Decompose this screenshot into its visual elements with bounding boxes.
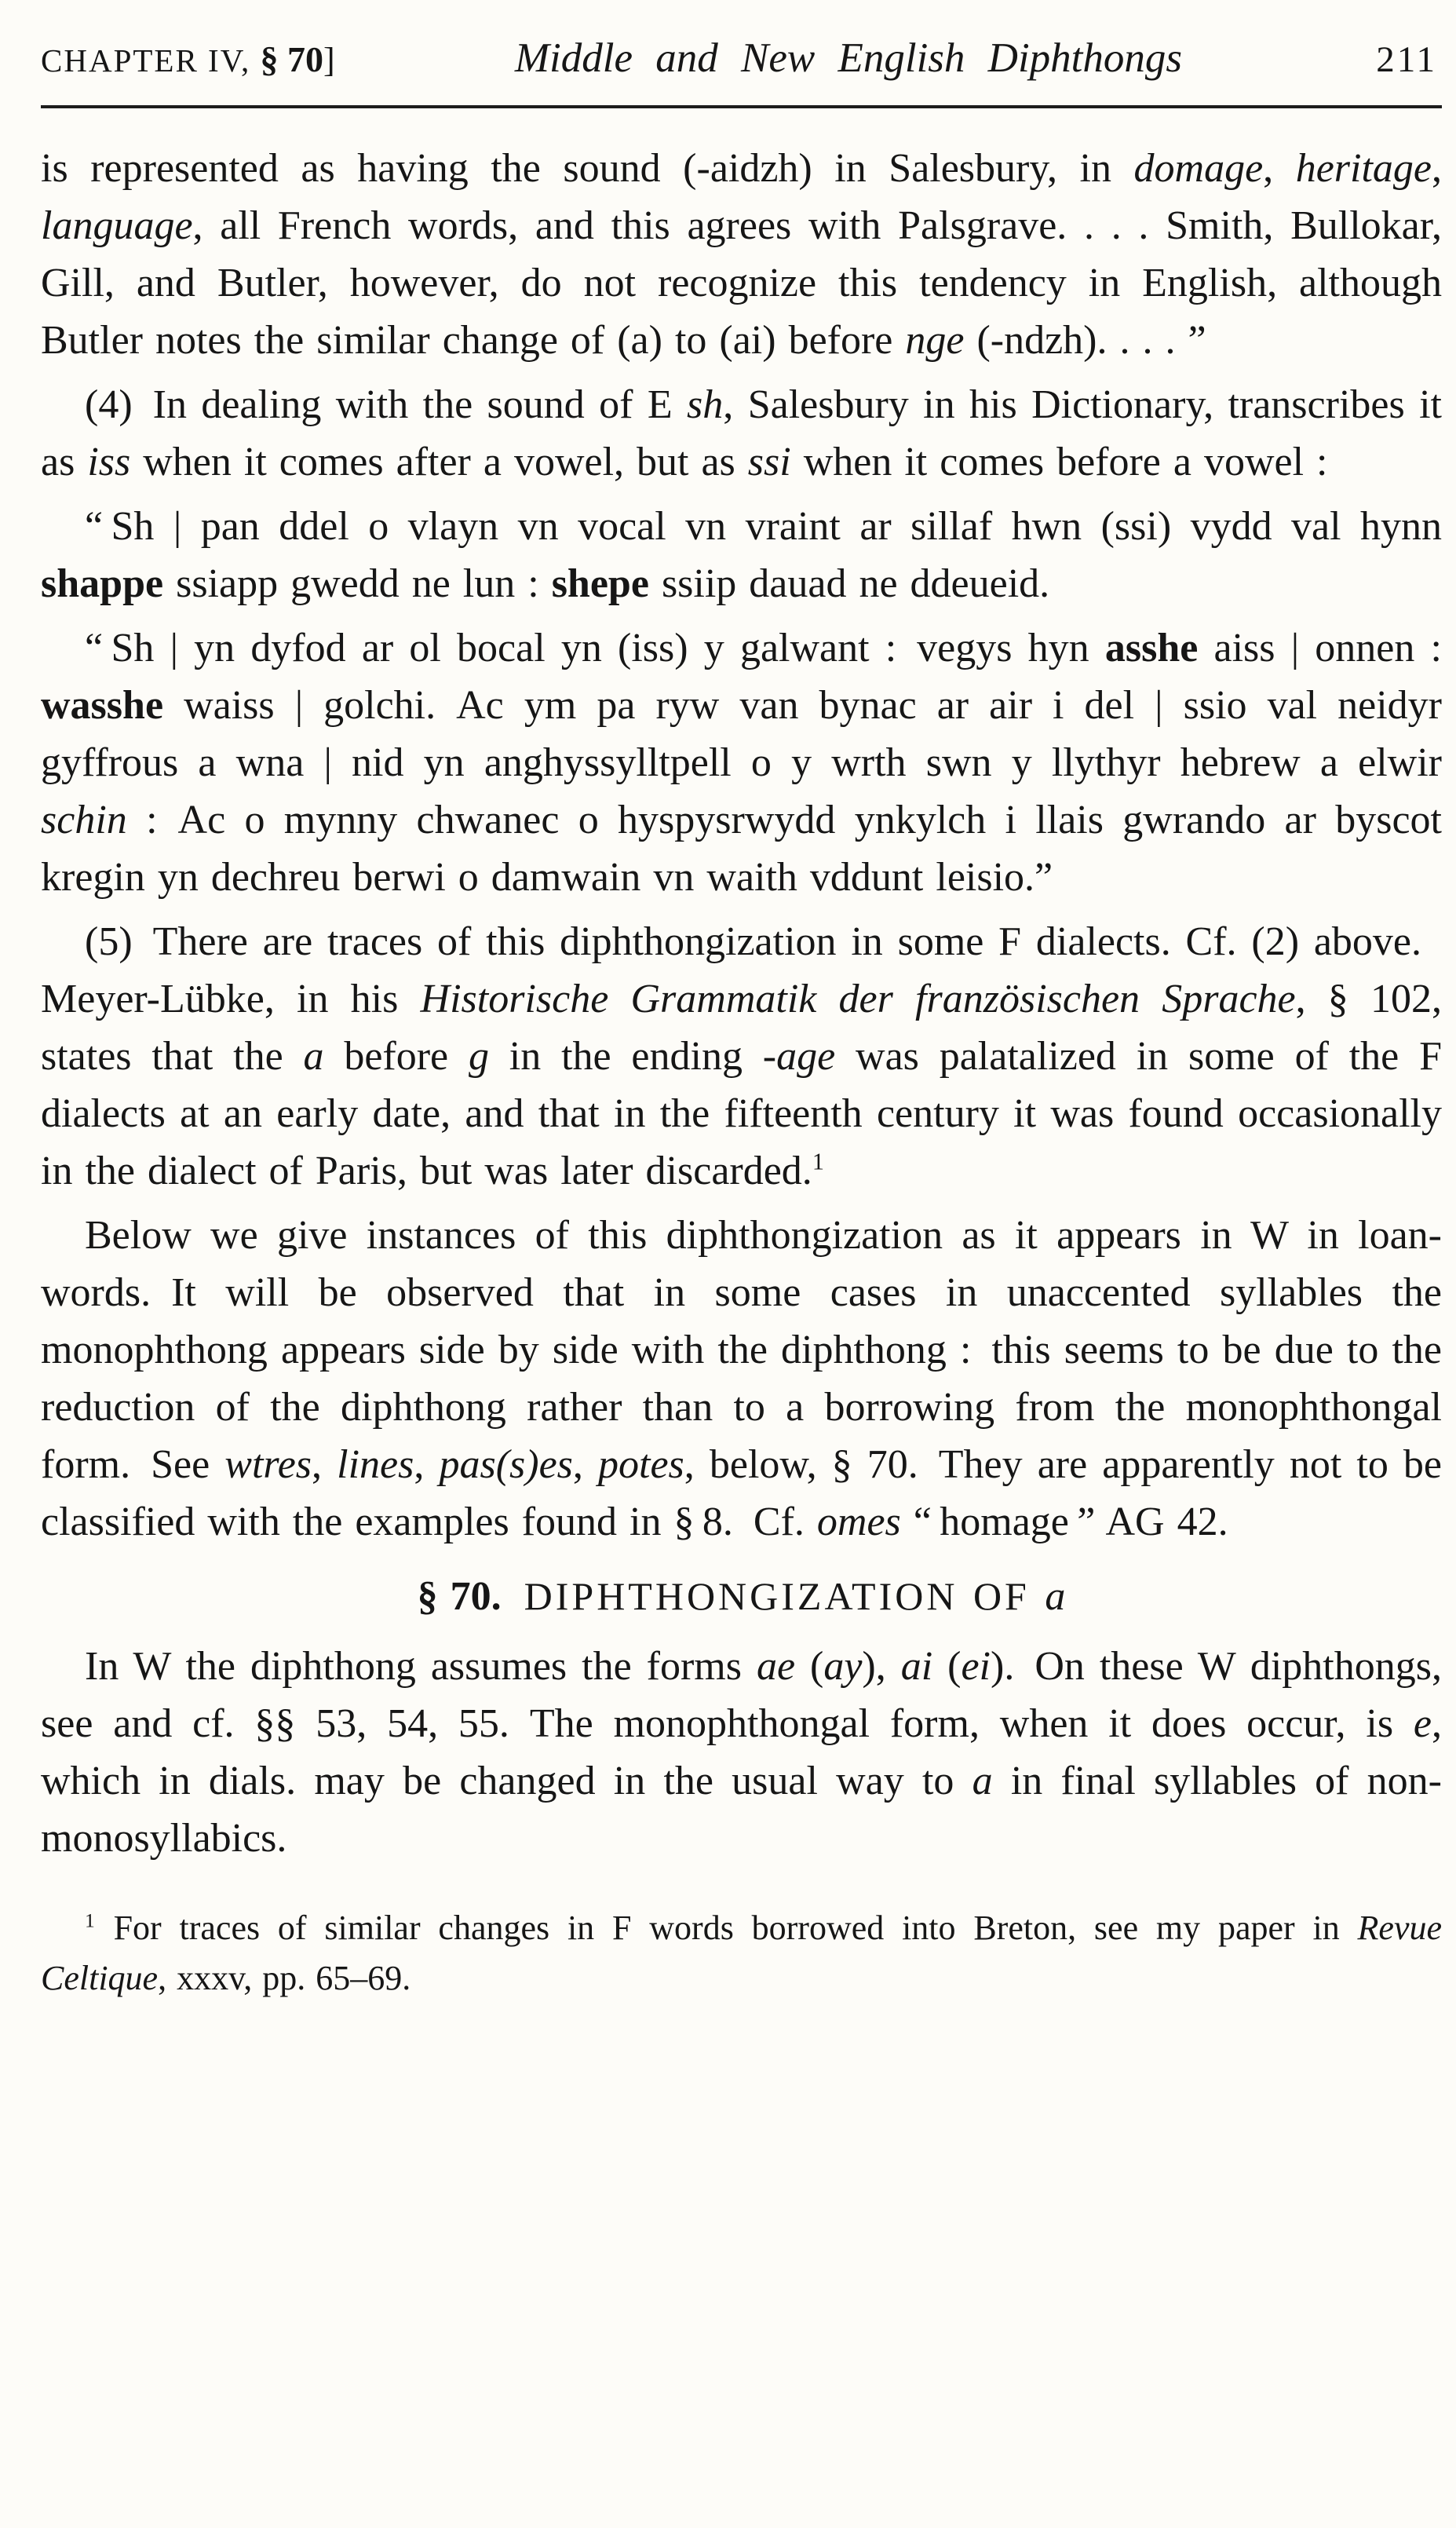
text-segment: lines xyxy=(337,1442,414,1487)
text-segment: language xyxy=(41,203,193,248)
text-segment: nge xyxy=(905,318,965,363)
text-segment: “ homage ” AG 42. xyxy=(900,1500,1228,1544)
text-segment: § 70. xyxy=(417,1574,502,1619)
text-segment: : Ac o mynny chwanec o hyspysrwydd ynkylch i llais gwrando ar byscot kregin yn dechreu berwi o damwain vn waith vddunt leisio.” xyxy=(41,798,1442,900)
paragraph-continuation xyxy=(41,140,1442,369)
text-segment: a xyxy=(303,1034,324,1079)
closing-bracket: ] xyxy=(323,41,337,79)
text-segment: ai xyxy=(900,1644,933,1689)
paragraph-item-4 xyxy=(41,376,1442,491)
text-segment: when it comes after a vowel, but as xyxy=(130,440,748,484)
paragraph-section-70 xyxy=(41,1638,1442,1867)
header-chapter-ref xyxy=(41,38,337,80)
text-segment: ( xyxy=(932,1644,962,1689)
text-segment: ), xyxy=(862,1644,901,1689)
text-segment: ssi xyxy=(747,440,791,484)
text-segment: In W the diphthong assumes the forms xyxy=(85,1644,757,1689)
text-segment: Revue Celtique xyxy=(41,1909,1442,1997)
footnote-reference: 1 xyxy=(812,1148,825,1175)
text-segment: , xyxy=(572,1442,598,1487)
text-segment: “ Sh | yn dyfod ar ol bocal yn (iss) y galwant : vegys hyn xyxy=(85,626,1105,670)
text-segment: , below, § 70. They are apparently not to be classified with the examples found in § 8. Cf. xyxy=(41,1442,1443,1544)
text-segment: potes xyxy=(598,1442,684,1487)
page-title: Middle and New English Diphthongs xyxy=(514,35,1183,81)
text-segment: , xyxy=(414,1442,440,1487)
text-segment: DIPHTHONGIZATION OF xyxy=(501,1574,1045,1618)
text-segment: wtres xyxy=(224,1442,312,1487)
text-segment: in final syllables of non-monosyllabics. xyxy=(41,1759,1442,1861)
text-segment: when it comes before a vowel : xyxy=(790,440,1328,484)
text-segment: asshe xyxy=(1104,626,1199,670)
text-segment: e xyxy=(1413,1701,1432,1746)
text-segment: waiss | golchi. Ac ym pa ryw van bynac ar air i del | ssio val neidyr gyffrous a wna | nid yn anghyssylltpell o y wrth swn y llythyr hebrew a elwir xyxy=(41,683,1442,785)
footnote-reference: 1 xyxy=(85,1909,96,1932)
text-segment: was palatalized in some of the F dialects at an early date, and that in the fifteenth century it was found occasionally in the dialect of Paris, but was later discarded. xyxy=(41,1034,1442,1193)
text-segment: -age xyxy=(762,1034,836,1079)
paragraph-below-instances xyxy=(41,1207,1442,1551)
section-heading xyxy=(41,1568,1442,1625)
text-segment: shappe xyxy=(41,561,164,606)
text-segment: “ Sh | pan ddel o vlayn vn vocal vn vraint ar sillaf hwn (ssi) vydd val hynn xyxy=(85,504,1442,549)
text-segment: sh xyxy=(687,382,724,427)
text-segment: schin xyxy=(41,798,127,842)
text-segment: , xxxv, pp. 65–69. xyxy=(158,1959,411,1997)
text-segment: omes xyxy=(816,1500,901,1544)
text-segment: before xyxy=(323,1034,469,1079)
header-rule xyxy=(41,105,1442,108)
text-segment: (4) In dealing with the sound of E xyxy=(85,382,688,427)
page-number: 211 xyxy=(1376,39,1437,80)
footnote-area xyxy=(41,1903,1442,2004)
text-segment: pas(s)es xyxy=(439,1442,573,1487)
text-segment: iss xyxy=(87,440,131,484)
text-segment: , xyxy=(1263,146,1296,191)
text-segment: ay xyxy=(823,1644,863,1689)
text-segment: ei xyxy=(961,1644,991,1689)
text-segment: , xyxy=(312,1442,338,1487)
text-segment: For traces of similar changes in F words borrowed into Breton, see my paper in xyxy=(95,1909,1358,1947)
text-segment: domage xyxy=(1133,146,1264,191)
text-segment: Below we give instances of this diphthongization as it appears in W in loan-words. It will be observed that in some cases in unaccented syllables the monophthong appears side by side with the diphthong : this seems to be due to the reduction of the diphthong rather than to a borrowing from the monophthongal form. See xyxy=(41,1213,1442,1487)
paragraph-item-5 xyxy=(41,913,1442,1200)
text-segment: ). On these W diphthongs, see and cf. §§ 53, 54, 55. The monophthongal form, when it does occur, is xyxy=(41,1644,1442,1746)
text-segment: , all French words, and this agrees with Palsgrave. . . . Smith, Bullokar, Gill, and Butler, however, do not recognize this tendency in English, although Butler notes the similar change of (a) to (ai) before xyxy=(41,203,1442,363)
text-segment: a xyxy=(972,1759,993,1803)
text-segment: shepe xyxy=(551,561,649,606)
text-segment: in the ending xyxy=(488,1034,763,1079)
text-segment: g xyxy=(468,1034,489,1079)
text-segment: ae xyxy=(756,1644,796,1689)
text-segment: a xyxy=(1045,1574,1066,1619)
text-segment: aiss | onnen : xyxy=(1198,626,1443,670)
text-body xyxy=(41,140,1442,1867)
text-segment: , which in dials. may be changed in the usual way to xyxy=(41,1701,1442,1803)
text-segment: ssiapp gwedd ne lun : xyxy=(163,561,552,606)
text-segment: (5) There are traces of this diphthongization in some F dialects. Cf. (2) above. Meyer-Lübke, in his xyxy=(41,919,1442,1021)
quote-paragraph-2 xyxy=(41,619,1442,906)
text-segment: heritage xyxy=(1295,146,1432,191)
text-segment: wasshe xyxy=(41,683,164,728)
text-segment: , § 102, states that the xyxy=(41,977,1442,1079)
text-segment: ssiip dauad ne ddeueid. xyxy=(648,561,1050,606)
text-segment: Historische Grammatik der französischen Sprache xyxy=(420,977,1296,1021)
quote-paragraph-1 xyxy=(41,498,1442,612)
text-segment: (-ndzh). . . . ” xyxy=(964,318,1206,363)
text-segment: , xyxy=(1432,146,1442,191)
text-segment: is represented as having the sound (-aidzh) in Salesbury, in xyxy=(41,146,1134,191)
footnote-1 xyxy=(41,1903,1442,2004)
chapter-label: CHAPTER IV, xyxy=(41,42,261,79)
running-header xyxy=(41,35,1442,82)
section-ref: § 70 xyxy=(260,39,324,79)
text-segment: ( xyxy=(795,1644,824,1689)
text-segment: , Salesbury in his Dictionary, transcribes it as xyxy=(41,382,1442,484)
